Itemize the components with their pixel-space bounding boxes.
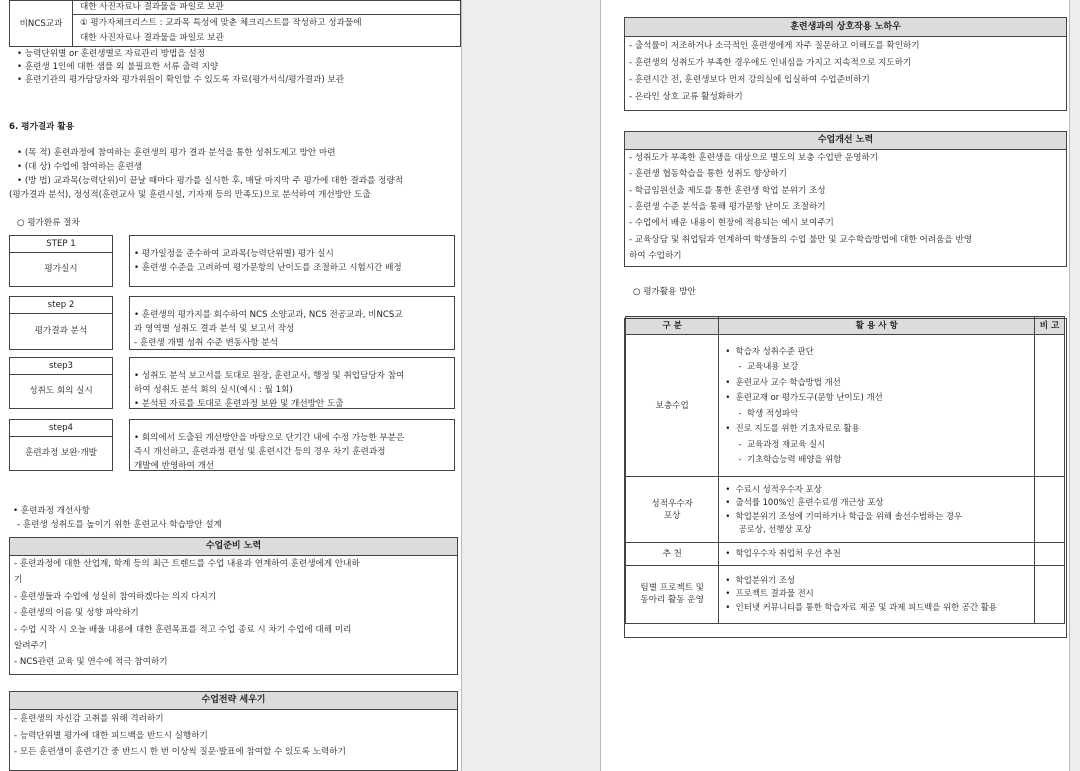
- step-label-box: [9, 419, 113, 471]
- interaction-line: - 출석률이 저조하거나 소극적인 훈련생에게 자주 질문하고 이해도를 확인하기: [629, 41, 920, 51]
- step-desc-line: • 회의에서 도출된 개선방안을 바탕으로 단기간 내에 수정 가능한 부분은: [134, 433, 405, 443]
- table-item: • 수료시 성적우수자 포상: [725, 483, 822, 494]
- section-text: • (방 법) 교과목(능력단위)이 끝날 때마다 평가를 실시한 후, 매달 마지막 주 평가에 대한 결과를 정량적: [17, 176, 403, 186]
- step-head: STEP 1: [46, 239, 76, 249]
- prep-line: - 훈련생들과 수업에 성실히 참여하겠다는 의지 다지기: [14, 591, 217, 602]
- step-desc-line: 과 영역별 성취도 결과 분석 및 보고서 작성: [134, 324, 295, 334]
- table-row: [626, 565, 1065, 623]
- table-row: [626, 477, 1065, 543]
- top-table-fragment: [9, 0, 461, 47]
- top-table-line: ① 평가자체크리스트 : 교과목 특성에 맞춘 체크리스트를 작성하고 성과물에: [80, 18, 362, 28]
- prep-line: 기: [14, 575, 23, 586]
- improvement-line: - 훈련생 협동학습을 통한 성취도 향상하기: [629, 169, 787, 180]
- table-header: 구 분: [626, 317, 719, 335]
- flow-title: ○ 평가환류 절차: [17, 218, 80, 228]
- interaction-line: - 훈련생의 성취도가 부족한 경우에도 인내심을 가지고 지속적으로 지도하기: [629, 58, 912, 68]
- step-desc-line: 즉시 개선하고, 훈련과정 편성 및 훈련시간 등의 경우 차기 훈련과정: [134, 447, 386, 457]
- table-cat: 추 천: [626, 543, 719, 566]
- improvement-line: - 학급임원선출 제도를 통한 훈련생 학업 분위기 조성: [629, 185, 826, 196]
- step-desc-box: [129, 296, 455, 350]
- left-page: [0, 0, 462, 771]
- interaction-line: - 온라인 상호 교류 활성화하기: [629, 92, 743, 102]
- prep-line: - 훈련생의 이름 및 성향 파악하기: [14, 608, 139, 619]
- step-desc-line: • 성취도 분석 보고서를 토대로 원장, 훈련교사, 행정 및 취업담당자 참여: [134, 371, 405, 381]
- step-desc-line: • 분석된 자료를 토대로 훈련과정 보완 및 개선방안 도출: [134, 399, 344, 409]
- section-text: (평가결과 분석), 정성적(훈련교사 및 훈련시설, 기자재 등의 만족도)으로 분석하여 개선방안 도출: [9, 190, 371, 200]
- step-head: step 2: [47, 300, 75, 310]
- table-item: • 진로 지도를 위한 기초자료로 활용: [725, 423, 860, 433]
- strategy-box: [9, 691, 458, 771]
- section-text: • (목 적) 훈련과정에 참여하는 훈련생의 평가 결과 분석을 통한 성취도제고 방안 마련: [17, 148, 336, 158]
- section-title: 6. 평가결과 활용: [9, 122, 75, 132]
- improve-title: • 훈련과정 개선사항: [13, 506, 90, 516]
- step-name: 훈련과정 보완·개발: [25, 448, 97, 458]
- step-divider: [10, 374, 112, 375]
- table-cat: 팀별 프로젝트 및 동아리 활동 운영: [626, 565, 719, 623]
- table-cat: 성적우수자 포상: [626, 477, 719, 543]
- step-desc-box: [129, 235, 455, 287]
- strategy-title: 수업전략 세우기: [10, 692, 457, 710]
- bullet-line: • 훈련생 1인에 대한 샘플 외 불필요한 서류 출력 지양: [17, 62, 219, 72]
- section-text: • (대 상) 수업에 참여하는 훈련생: [17, 162, 143, 172]
- step-name: 평가실시: [44, 264, 78, 274]
- table-item: • 훈련교재 or 평가도구(문항 난이도) 개선: [725, 392, 883, 402]
- strategy-line: - 능력단위별 평가에 대한 피드백을 반드시 실행하기: [14, 730, 208, 741]
- interaction-line: - 훈련시간 전, 훈련생보다 먼저 강의실에 입실하여 수업준비하기: [629, 75, 870, 85]
- strategy-line: - 모든 훈련생이 훈련기간 중 반드시 한 번 이상씩 질문·발표에 참여할 수 있도록 노력하기: [14, 747, 346, 757]
- table-item: • 출석률 100%인 훈련수료생 개근상 포상: [725, 497, 884, 507]
- improvement-line: 하여 수업하기: [629, 250, 682, 261]
- interaction-title: 훈련생과의 상호작용 노하우: [625, 18, 1066, 37]
- step-name: 성취도 회의 실시: [29, 386, 93, 396]
- right-page: [600, 0, 1070, 771]
- bullet-line: • 훈련기관의 평가담당자와 평가위원이 확인할 수 있도록 자료(평가서식/평가결과) 보관: [17, 75, 345, 85]
- step-label-box: [9, 296, 113, 350]
- table-header: 비 고: [1035, 317, 1065, 335]
- improve-sub: - 훈련생 성취도를 높이기 위한 훈련교사 학습방안 설계: [17, 520, 222, 530]
- improvement-line: - 성취도가 부족한 훈련생을 대상으로 별도의 보충 수업반 운영하기: [629, 153, 879, 163]
- table-item: • 인터넷 커뮤니티를 통한 학습자료 제공 및 과제 피드백을 위한 공간 활용: [725, 601, 997, 612]
- prep-box: [9, 537, 458, 675]
- prep-line: - 훈련과정에 대한 산업계, 학계 등의 최근 트렌드를 수업 내용과 연계하여 훈련생에게 안내하: [14, 559, 360, 569]
- improvement-line: - 훈련생 수준 분석을 통해 평가문항 난이도 조절하기: [629, 201, 826, 212]
- step-desc-line: - 훈련생 개별 성취 수준 변동사항 분석: [134, 338, 279, 348]
- step-desc-line: 개발에 반영하여 개선: [134, 461, 215, 471]
- step-divider: [10, 436, 112, 437]
- table-cat: 보충수업: [626, 335, 719, 477]
- usage-title: ○ 평가활용 방안: [633, 287, 696, 297]
- improvement-box: [624, 131, 1067, 267]
- step-divider: [10, 252, 112, 253]
- table-item: 공로상, 선행상 포상: [725, 524, 812, 534]
- prep-line: - 수업 시작 시 오늘 배울 내용에 대한 훈련목표를 적고 수업 종료 시 차기 수업에 대해 미리: [14, 624, 352, 635]
- table-item: • 학업분위기 조성: [725, 574, 795, 585]
- table-note: [1035, 477, 1065, 543]
- table-items: [719, 477, 1035, 543]
- prep-line: 알려주기: [14, 641, 48, 651]
- interaction-box: [624, 17, 1067, 111]
- table-item: - 교육내용 보강: [725, 361, 799, 371]
- top-table-line: 대한 사진자료나 결과물을 파일로 보관: [80, 2, 224, 12]
- table-item: • 프로젝트 결과물 전시: [725, 588, 814, 599]
- step-desc-line: • 평가일정을 준수하여 교과목(능력단위별) 평가 실시: [134, 249, 334, 259]
- top-table-label-cell: [10, 1, 73, 46]
- table-item: - 기초학습능력 배양을 위함: [725, 454, 842, 464]
- step-name: 평가결과 분석: [34, 326, 88, 336]
- table-item: - 교육과정 재교육 실시: [725, 438, 826, 449]
- step-desc-line: • 훈련생의 평가지를 회수하여 NCS 소양교과, NCS 전공교과, 비NCS교: [134, 310, 403, 320]
- table-note: [1035, 335, 1065, 477]
- improvement-line: - 수업에서 배운 내용이 현장에 적용되는 예시 보여주기: [629, 218, 834, 229]
- table-items: [719, 543, 1035, 566]
- step-desc-line: 하여 성취도 분석 회의 실시(예시 : 월 1회): [134, 385, 293, 395]
- top-table-label: 비NCS교과: [19, 19, 63, 29]
- table-item: • 훈련교사 교수 학습방법 개선: [725, 376, 841, 387]
- table-note: [1035, 565, 1065, 623]
- step-desc-line: • 훈련생 수준을 고려하여 평가문항의 난이도를 조절하고 시험시간 배정: [134, 263, 402, 273]
- table-row: [626, 543, 1065, 566]
- top-table-line: 대한 사진자료나 결과물을 파일로 보관: [80, 33, 224, 43]
- table-header: 활 용 사 항: [719, 317, 1035, 335]
- prep-title: 수업준비 노력: [10, 538, 457, 556]
- improvement-title: 수업개선 노력: [625, 132, 1066, 150]
- table-items: [719, 335, 1035, 477]
- table-item: - 학생 적성파악: [725, 407, 799, 418]
- table-item: • 학습자 성취수준 판단: [725, 345, 814, 356]
- table-note: [1035, 543, 1065, 566]
- table-item: • 학업분위기 조성에 기여하거나 학급을 위해 솔선수범하는 경우: [725, 510, 962, 521]
- strategy-line: - 훈련생의 자신감 고취를 위해 격려하기: [14, 714, 164, 724]
- prep-line: - NCS관련 교육 및 연수에 적극 참여하기: [14, 657, 168, 668]
- table-item: • 학업우수자 취업처 우선 추천: [725, 548, 841, 558]
- step-head: step4: [48, 423, 74, 433]
- table-row: [626, 335, 1065, 477]
- step-divider: [10, 313, 112, 314]
- step-desc-box: [129, 419, 455, 471]
- step-label-box: [9, 235, 113, 287]
- step-desc-box: [129, 357, 455, 409]
- usage-table: [625, 316, 1065, 624]
- table-items: [719, 565, 1035, 623]
- step-label-box: [9, 357, 113, 409]
- improvement-line: - 교육상담 및 취업팀과 연계하여 학생들의 수업 불만 및 교수학습방법에 대한 어려움을 반영: [629, 234, 973, 245]
- step-head: step3: [48, 361, 74, 371]
- bullet-line: • 능력단위별 or 훈련생별로 자료관리 방법을 설정: [17, 49, 205, 59]
